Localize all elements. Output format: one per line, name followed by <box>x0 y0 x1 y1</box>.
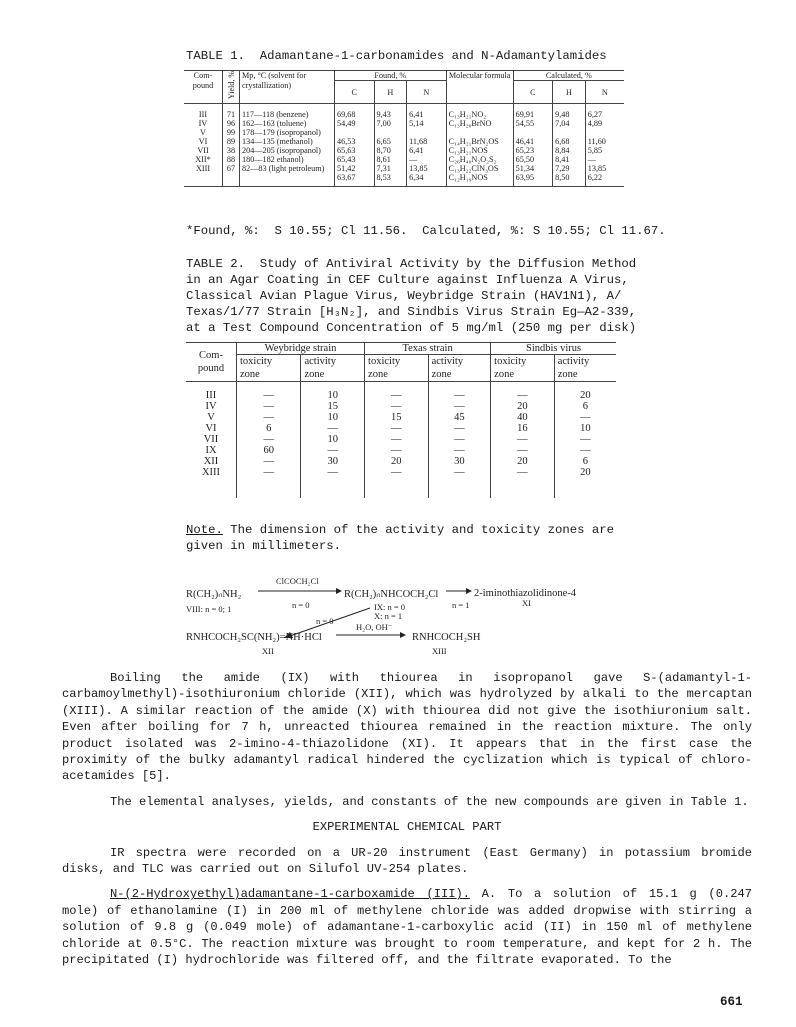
table-cell: 63,67 <box>335 173 375 187</box>
scheme-bottom-right-label: XIII <box>432 646 447 656</box>
table-cell: — <box>428 467 491 498</box>
table1-caption: TABLE 1. Adamantane-1-carbonamides and N-Adamantylamides <box>186 49 607 63</box>
table-row <box>184 164 624 173</box>
scheme-bottom-left: RNHCOCH₂SC(NH₂)=NH·HCl <box>186 632 322 643</box>
table-cell: — <box>365 423 429 434</box>
table-cell <box>374 128 407 137</box>
scheme-start: R(CH₂)ₙNH₂ <box>186 589 242 600</box>
table-cell: — <box>301 467 365 498</box>
scheme-cond-3: n = 0 <box>316 616 334 626</box>
table-row <box>184 104 624 120</box>
scheme-bottom-left-label: XII <box>262 646 274 656</box>
table2-subheader: toxicity zone <box>365 355 429 382</box>
table2-subheader: activity zone <box>301 355 365 382</box>
table-cell <box>240 173 335 187</box>
section-title: EXPERIMENTAL CHEMICAL PART <box>312 820 502 835</box>
table-cell: 6 <box>554 401 616 412</box>
scheme-mid-label-1: IX: n = 0 <box>374 602 405 612</box>
table-cell <box>553 128 586 137</box>
table2-note <box>186 522 614 554</box>
table1-header-calc-h: H <box>553 81 586 104</box>
table-cell: 8,50 <box>553 173 586 187</box>
table-cell: 7,31 <box>374 164 407 173</box>
table-cell: 8,61 <box>374 155 407 164</box>
scheme-start-label: VIII: n = 0; 1 <box>186 604 232 614</box>
table-cell: C₂₆H₄₀N₂O₂S₂ <box>446 155 513 164</box>
table2-header-texas: Texas strain <box>365 343 491 355</box>
table-cell: — <box>365 434 429 445</box>
table-cell: 71 <box>223 104 240 120</box>
table-cell: 10 <box>301 434 365 445</box>
table2-header-sindbis: Sindbis virus <box>491 343 616 355</box>
table-cell: 20 <box>491 456 555 467</box>
table-cell: 38 <box>223 146 240 155</box>
table1-header-calculated: Calculated, % <box>513 71 624 81</box>
table-cell: XIII <box>195 164 211 173</box>
scheme-mid: R(CH₂)ₙNHCOCH₂Cl <box>344 589 439 600</box>
table-cell: 51,42 <box>335 164 375 173</box>
table-cell: 10 <box>301 412 365 423</box>
table-cell: V <box>200 128 206 137</box>
table-cell: III <box>198 110 208 119</box>
table-cell: C₁₂H₁₉NOS <box>446 173 513 187</box>
table-cell: 9,43 <box>374 104 407 120</box>
table-cell: — <box>237 412 301 423</box>
compound-title: N-(2-Hydroxyethyl)adamantane-1-carboxamide (III). <box>110 887 471 902</box>
table-cell: XII* <box>195 155 211 164</box>
table-cell: 178—179 (isopropanol) <box>240 128 335 137</box>
table-row <box>186 445 616 456</box>
table-cell: — <box>237 401 301 412</box>
scheme-arrow-1 <box>258 587 342 595</box>
table-cell: — <box>301 423 365 434</box>
table-cell <box>184 173 223 187</box>
table-cell: 7,29 <box>553 164 586 173</box>
scheme-product-1-label: XI <box>522 598 531 608</box>
scheme-arrow-2 <box>446 587 472 595</box>
table-cell: — <box>585 155 624 164</box>
table-row <box>184 146 624 155</box>
table-cell: 8,84 <box>553 146 586 155</box>
table-cell: — <box>237 434 301 445</box>
table1-header-found-h: H <box>374 81 407 104</box>
table-cell: 63,95 <box>513 173 553 187</box>
table-cell: — <box>554 412 616 423</box>
table-cell: 30 <box>301 456 365 467</box>
table-cell: 65,43 <box>335 155 375 164</box>
table2-header-compound: Com- pound <box>197 350 225 374</box>
table-cell: C₁₄H₂₁BrN₂OS <box>446 137 513 146</box>
table-cell: 6,41 <box>407 146 447 155</box>
table-cell: — <box>428 445 491 456</box>
table2-subheader: activity zone <box>554 355 616 382</box>
table-cell: 6,27 <box>585 104 624 120</box>
table-cell: 5,85 <box>585 146 624 155</box>
table-cell: — <box>491 445 555 456</box>
table-cell: — <box>365 445 429 456</box>
table-row <box>186 456 616 467</box>
table-cell: 51,34 <box>513 164 553 173</box>
table-cell-compound: VII <box>203 434 219 445</box>
table-cell: 7,00 <box>374 119 407 128</box>
table-cell: — <box>491 434 555 445</box>
table1-header-yield: Yield, % <box>223 71 240 104</box>
scheme-cond-2: n = 1 <box>452 600 470 610</box>
table-cell: 60 <box>237 445 301 456</box>
table1-header-mp: Mp, °C (solvent for crystallization) <box>240 71 335 104</box>
table-cell: 82—83 (light petroleum) <box>240 164 335 173</box>
table-cell-compound: IV <box>205 401 217 412</box>
table-row <box>186 401 616 412</box>
table-cell: 9,48 <box>553 104 586 120</box>
table-cell: 8,53 <box>374 173 407 187</box>
table-cell: — <box>237 456 301 467</box>
table-cell: — <box>428 423 491 434</box>
table-cell: 4,89 <box>585 119 624 128</box>
paragraph <box>62 886 752 968</box>
table-cell: 30 <box>428 456 491 467</box>
scheme-arrow-4 <box>336 631 406 639</box>
table1-footnote: *Found, %: S 10.55; Cl 11.56. Calculated, %: S 10.55; Cl 11.67. <box>186 224 666 238</box>
table-cell: — <box>365 382 429 402</box>
table-cell: — <box>554 445 616 456</box>
table-cell: 54,49 <box>335 119 375 128</box>
table-cell: 65,23 <box>513 146 553 155</box>
table-cell: 8,41 <box>553 155 586 164</box>
table-cell: C₁₃H₂₂ClN₃OS <box>446 164 513 173</box>
table-cell: 8,70 <box>374 146 407 155</box>
table-cell: 20 <box>554 467 616 498</box>
table-cell: 6,65 <box>374 137 407 146</box>
table-cell: 65,63 <box>335 146 375 155</box>
table-cell-compound: VI <box>205 423 217 434</box>
table2 <box>186 342 616 498</box>
table-cell-compound: XIII <box>201 467 221 478</box>
table-cell: 45 <box>428 412 491 423</box>
table-row <box>186 434 616 445</box>
table-cell: 40 <box>491 412 555 423</box>
table-cell: 15 <box>301 401 365 412</box>
table-cell: 10 <box>301 382 365 402</box>
table-cell: C₁₃H₂₁NOS <box>446 146 513 155</box>
table-cell: 11,68 <box>407 137 447 146</box>
table-cell: 134—135 (methanol) <box>240 137 335 146</box>
table-cell: 99 <box>223 128 240 137</box>
table-cell: 16 <box>491 423 555 434</box>
table-cell: 13,85 <box>407 164 447 173</box>
table-cell: — <box>407 155 447 164</box>
table-cell: — <box>301 445 365 456</box>
table1-header-compound: Com- pound <box>192 71 214 90</box>
table-cell: 204—205 (isopropanol) <box>240 146 335 155</box>
table-cell: 6,22 <box>585 173 624 187</box>
table-cell: 69,68 <box>335 104 375 120</box>
table1-header-found: Found, % <box>335 71 447 81</box>
table-cell: 65,50 <box>513 155 553 164</box>
table-cell: — <box>491 382 555 402</box>
table-row <box>184 128 624 137</box>
table-cell: 15 <box>365 412 429 423</box>
table-cell: 162—163 (toluene) <box>240 119 335 128</box>
table1-header-formula: Molecular formula <box>446 71 513 104</box>
table-cell: 6 <box>237 423 301 434</box>
page-number: 661 <box>720 995 743 1009</box>
table2-subheader: activity zone <box>428 355 491 382</box>
table1 <box>184 70 624 187</box>
table-cell: — <box>491 467 555 498</box>
table-cell: 69,91 <box>513 104 553 120</box>
table-cell: 10 <box>554 423 616 434</box>
table-cell-compound: IX <box>205 445 217 456</box>
scheme-product-1: 2-iminothiazolidinone-4 <box>474 588 577 599</box>
table-cell: — <box>365 467 429 498</box>
table-cell-compound: III <box>205 390 217 401</box>
scheme-cond-1: n = 0 <box>292 600 310 610</box>
table-cell: VII <box>197 146 209 155</box>
table-cell: 11,60 <box>585 137 624 146</box>
compound-text: A. To a solution of 15.1 g (0.247 mole) of ethanolamine (I) in 200 ml of methylene chloride was added dropwise with stirring a solution of 9.8 g (0.049 mole) of adamantane-1-carboxylic acid (II) in 150 ml of methylene chloride at 0.5°C. The reaction mixture was brought to room temperature, and kept for 2 h. The precipitated (I) hydrochloride was filtered off, and the filtrate evaporated. To the <box>62 887 752 968</box>
table-cell: 96 <box>223 119 240 128</box>
reaction-scheme <box>186 576 646 656</box>
table-row <box>186 412 616 423</box>
table-cell: 54,55 <box>513 119 553 128</box>
table-cell <box>407 128 447 137</box>
table-row <box>184 173 624 187</box>
table-cell: — <box>428 434 491 445</box>
scheme-mid-label-2: X: n = 1 <box>374 611 403 621</box>
table-cell: C₁₃H₂₁NO₂ <box>446 104 513 120</box>
table-cell: 6 <box>554 456 616 467</box>
table-cell: 6,41 <box>407 104 447 120</box>
note-text: The dimension of the activity and toxicity zones are given in millimeters. <box>186 523 615 553</box>
table2-subheader: toxicity zone <box>491 355 555 382</box>
table-cell-compound: V <box>207 412 215 423</box>
table-cell: 7,04 <box>553 119 586 128</box>
table-cell <box>585 128 624 137</box>
table-cell: C₁₃H₂₀BrNO <box>446 119 513 128</box>
table2-header-weybridge: Weybridge strain <box>237 343 365 355</box>
table-cell: 46,41 <box>513 137 553 146</box>
note-label: Note. <box>186 523 223 537</box>
scheme-bottom-right: RNHCOCH₂SH <box>412 632 481 643</box>
table-cell: 6,34 <box>407 173 447 187</box>
table-cell: — <box>237 382 301 402</box>
table-cell: 117—118 (benzene) <box>240 104 335 120</box>
body-text <box>62 670 752 969</box>
table-cell: 20 <box>554 382 616 402</box>
table-cell <box>446 128 513 137</box>
table2-caption: TABLE 2. Study of Antiviral Activity by the Diffusion Method in an Agar Coating in CEF Culture against Influenza A Virus, Classical Avian Plague Virus, Weybridge Strain (HAV1N1), A/ Texas/1/77 Strain [H₃N₂], and Sindbis Virus Strain Eg—A2-339, at a Test Compound Concentration of 5 mg/ml (250 mg per disk) <box>186 257 637 335</box>
paragraph: IR spectra were recorded on a UR-20 instrument (East Germany) in potassium bromide disks, and TLC was carried out on Silufol UV-254 plates. <box>62 845 752 877</box>
table-cell: VI <box>198 137 208 146</box>
table-cell <box>223 173 240 187</box>
table1-header-calc-c: C <box>513 81 553 104</box>
table2-subheader: toxicity zone <box>237 355 301 382</box>
table-cell: — <box>365 401 429 412</box>
table-cell: — <box>428 382 491 402</box>
table-cell: — <box>554 434 616 445</box>
table-cell <box>513 128 553 137</box>
paragraph: Boiling the amide (IX) with thiourea in isopropanol gave S-(adamantyl-1-carbamoylmethyl)-isothiuronium chloride (XII), which was hydrolyzed by alkali to the mercaptan (XIII). A similar reaction of the amide (X) with thiourea did not give the isothiuronium salt. Even after boiling for 7 h, unreacted thiourea remained in the reaction mixture. The only product isolated was 2-imino-4-thiazolidone (XI). It appears that in the first case the proximity of the bulky adamantyl radical hindered the cyclization which is typical of chloro-acetamides [5]. <box>62 671 752 784</box>
table-cell: — <box>237 467 301 498</box>
table-cell: 6,68 <box>553 137 586 146</box>
table1-header-calc-n: N <box>585 81 624 104</box>
table-row <box>186 423 616 434</box>
scheme-cond-4: H₂O, OH⁻ <box>356 622 393 632</box>
table1-header-found-n: N <box>407 81 447 104</box>
table-cell: 20 <box>365 456 429 467</box>
table-cell: — <box>428 401 491 412</box>
table-row <box>186 467 616 498</box>
table-row <box>184 119 624 128</box>
table-cell: 88 <box>223 155 240 164</box>
table-row <box>186 382 616 402</box>
table-cell: 5,14 <box>407 119 447 128</box>
table-cell <box>335 128 375 137</box>
table-row <box>184 137 624 146</box>
table-cell: IV <box>198 119 208 128</box>
table1-header-found-c: C <box>335 81 375 104</box>
table-cell: 67 <box>223 164 240 173</box>
table-cell: 20 <box>491 401 555 412</box>
table-cell-compound: XII <box>203 456 219 467</box>
scheme-reagent: ClCOCH₂Cl <box>276 576 319 586</box>
table-cell: 13,85 <box>585 164 624 173</box>
table-cell: 89 <box>223 137 240 146</box>
paragraph: The elemental analyses, yields, and constants of the new compounds are given in Table 1. <box>110 794 749 809</box>
table-row <box>184 155 624 164</box>
table-cell: 180—182 ethanol) <box>240 155 335 164</box>
table-cell: 46,53 <box>335 137 375 146</box>
